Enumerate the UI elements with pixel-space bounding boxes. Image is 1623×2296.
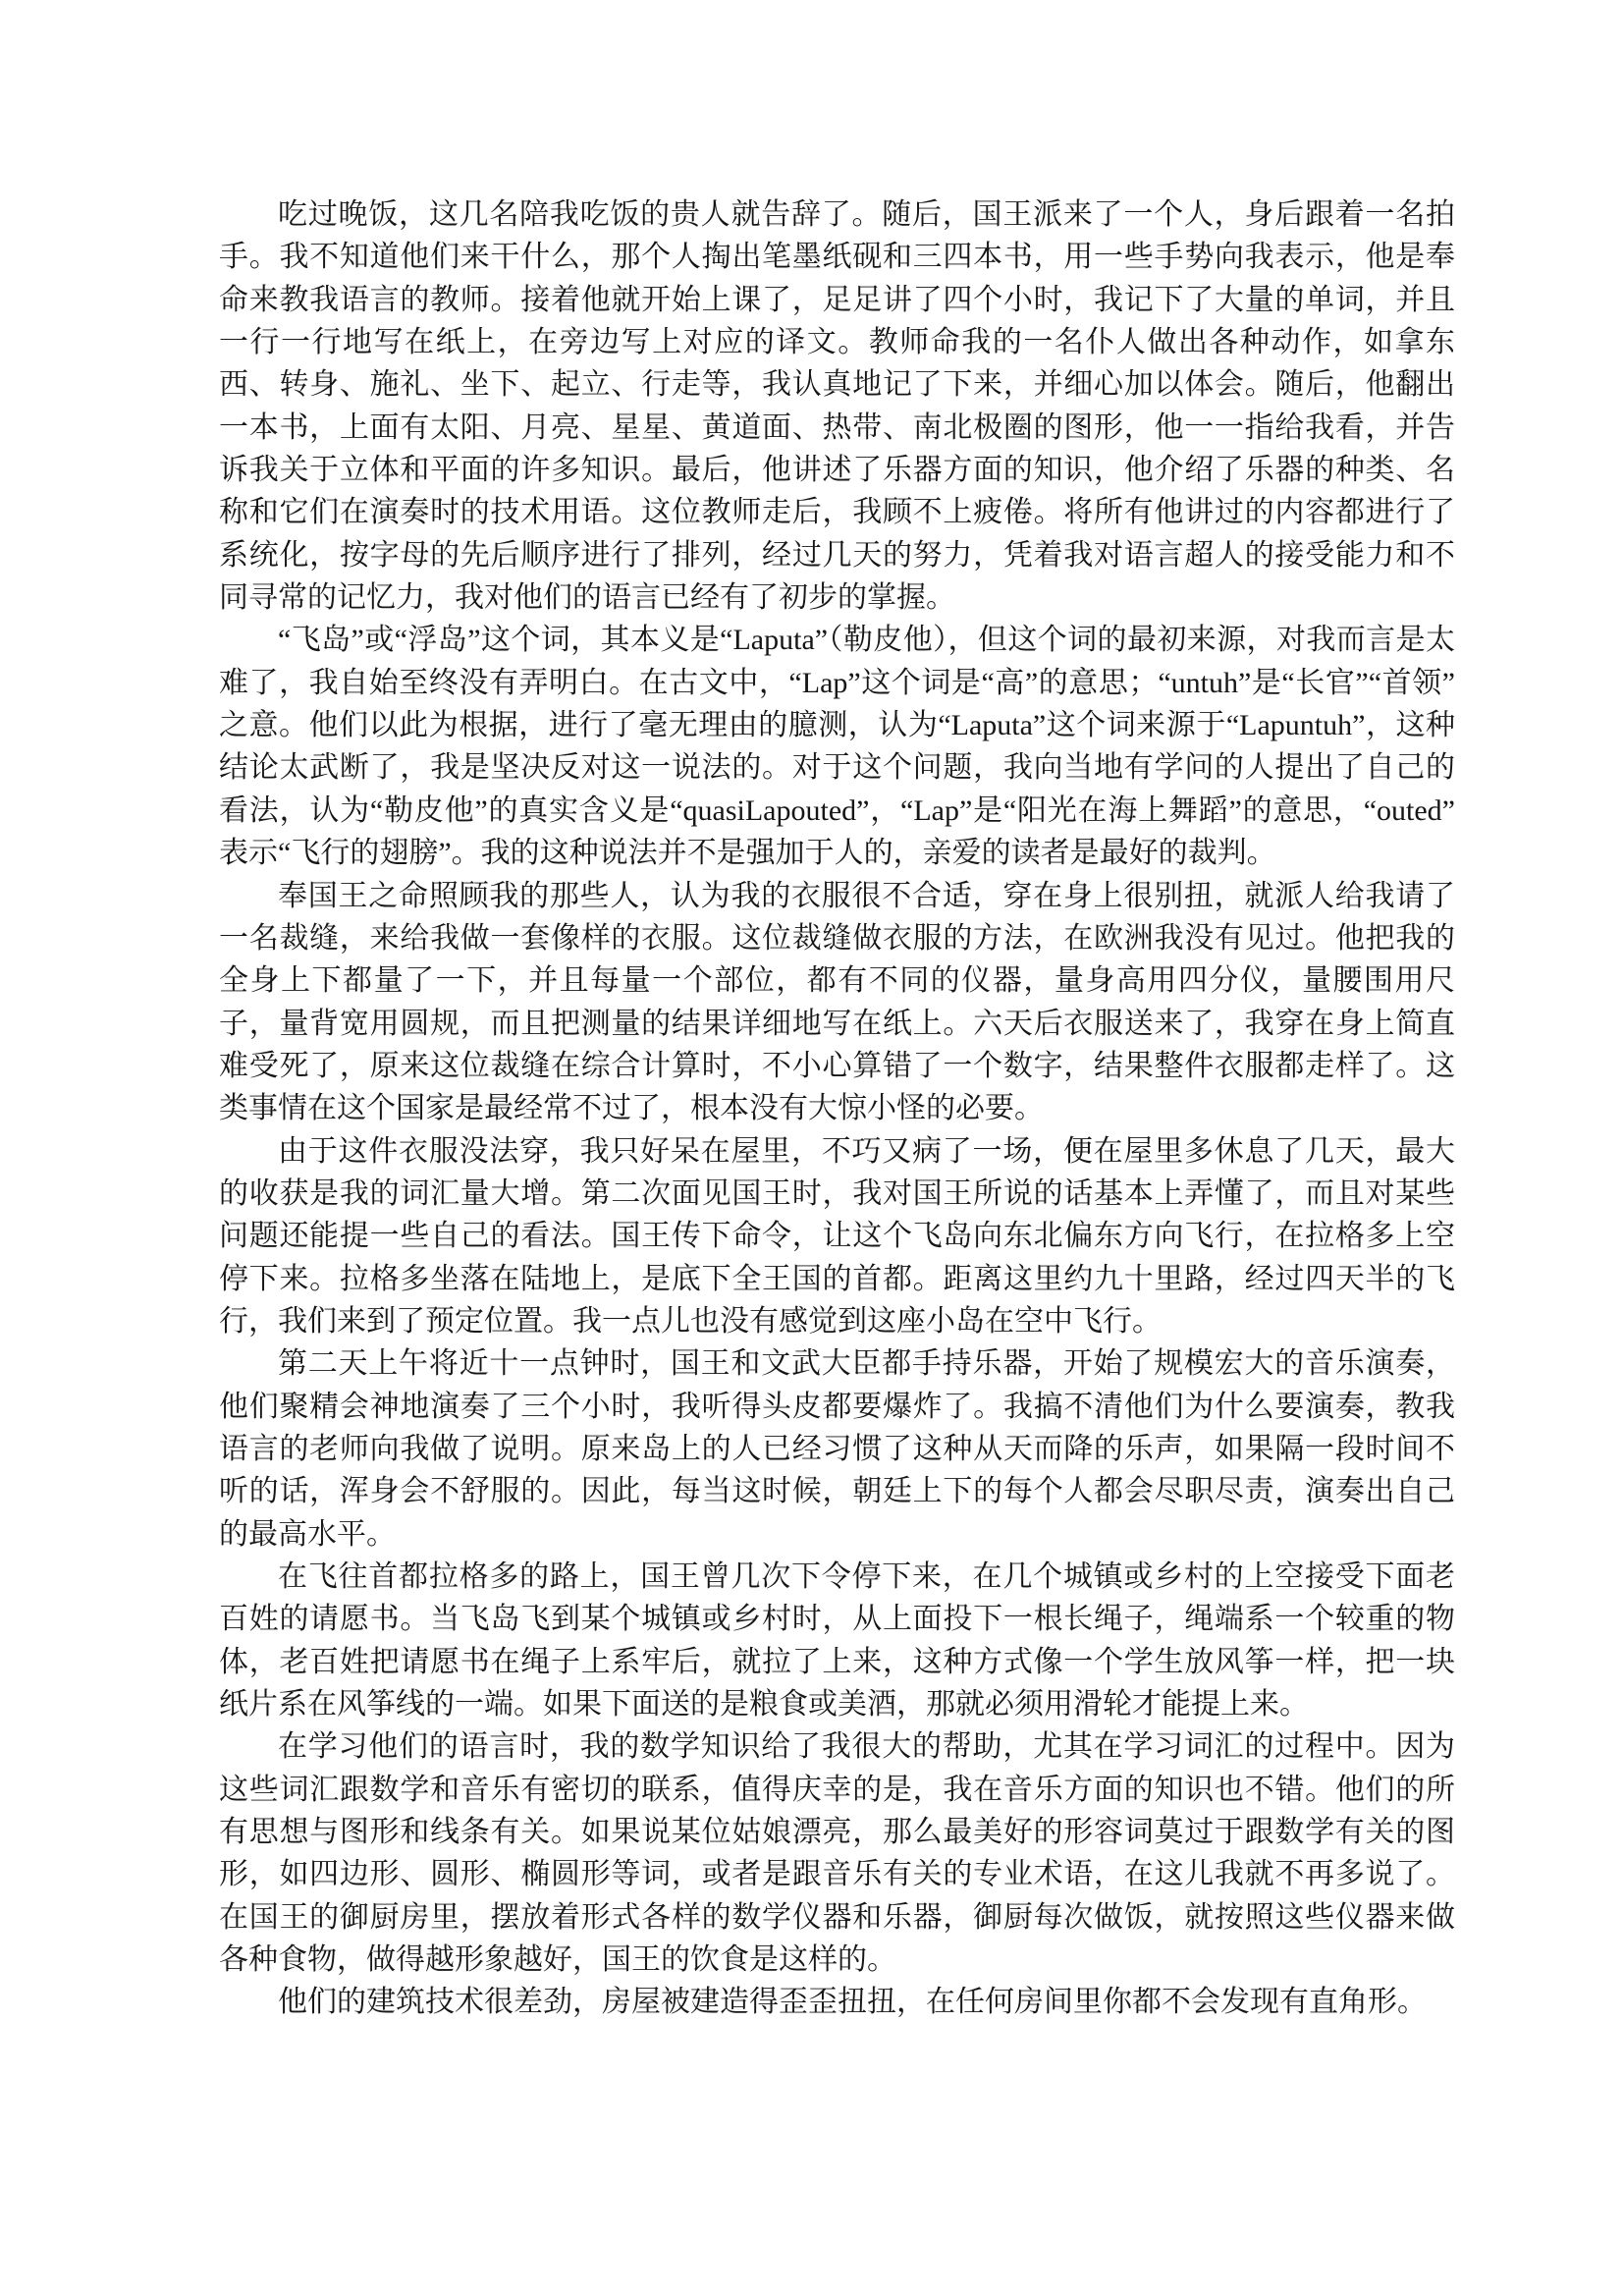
paragraph: “飞岛”或“浮岛”这个词，其本义是“Laputa”（勒皮他），但这个词的最初来源，对我而言是太难了，我自始至终没有弄明白。在古文中，“Lap”这个词是“高”的意思；“untuh”是“长官”“首领”之意。他们以此为根据，进行了毫无理由的臆测，认为“Laputa”这个词来源于“Lapuntuh”，这种结论太武断了，我是坚决反对这一说法的。对于这个问题，我向当地有学问的人提出了自己的看法，认为“勒皮他”的真实含义是“quasiLapouted”，“Lap”是“阳光在海上舞蹈”的意思，“outed”表示“飞行的翅膀”。我的这种说法并不是强加于人的，亲爱的读者是最好的裁判。	[219, 624, 1455, 870]
paragraph: 奉国王之命照顾我的那些人，认为我的衣服很不合适，穿在身上很别扭，就派人给我请了一名裁缝，来给我做一套像样的衣服。这位裁缝做衣服的方法，在欧洲我没有见过。他把我的全身上下都量了一下，并且每量一个部位，都有不同的仪器，量身高用四分仪，量腰围用尺子，量背宽用圆规，而且把测量的结果详细地写在纸上。六天后衣服送来了，我穿在身上简直难受死了，原来这位裁缝在综合计算时，不小心算错了一个数字，结果整件衣服都走样了。这类事情在这个国家是最经常不过了，根本没有大惊小怪的必要。	[219, 879, 1455, 1125]
paragraph: 他们的建筑技术很差劲，房屋被建造得歪歪扭扭，在任何房间里你都不会发现有直角形。	[278, 1986, 1427, 2019]
paragraph: 由于这件衣服没法穿，我只好呆在屋里，不巧又病了一场，便在屋里多休息了几天，最大的收获是我的词汇量大增。第二次面见国王时，我对国王所说的话基本上弄懂了，而且对某些问题还能提一些自己的看法。国王传下命令，让这个飞岛向东北偏东方向飞行，在拉格多上空停下来。拉格多坐落在陆地上，是底下全王国的首都。距离这里约九十里路，经过四天半的飞行，我们来到了预定位置。我一点儿也没有感觉到这座小岛在空中飞行。	[219, 1134, 1455, 1338]
paragraph: 第二天上午将近十一点钟时，国王和文武大臣都手持乐器，开始了规模宏大的音乐演奏，他们聚精会神地演奏了三个小时，我听得头皮都要爆炸了。我搞不清他们为什么要演奏，教我语言的老师向我做了说明。原来岛上的人已经习惯了这种从天而降的乐声，如果隔一段时间不听的话，浑身会不舒服的。因此，每当这时候，朝廷上下的每个人都会尽职尽责，演奏出自己的最高水平。	[219, 1347, 1455, 1551]
paragraph: 在学习他们的语言时，我的数学知识给了我很大的帮助，尤其在学习词汇的过程中。因为这些词汇跟数学和音乐有密切的联系，值得庆幸的是，我在音乐方面的知识也不错。他们的所有思想与图形和线条有关。如果说某位姑娘漂亮，那么最美好的形容词莫过于跟数学有关的图形，如四边形、圆形、椭圆形等词，或者是跟音乐有关的专业术语，在这儿我就不再多说了。在国王的御厨房里，摆放着形式各样的数学仪器和乐器，御厨每次做饭，就按照这些仪器来做各种食物，做得越形象越好，国王的饮食是这样的。	[219, 1730, 1455, 1977]
paragraph: 吃过晚饭，这几名陪我吃饭的贵人就告辞了。随后，国王派来了一个人，身后跟着一名拍手。我不知道他们来干什么，那个人掏出笔墨纸砚和三四本书，用一些手势向我表示，他是奉命来教我语言的教师。接着他就开始上课了，足足讲了四个小时，我记下了大量的单词，并且一行一行地写在纸上，在旁边写上对应的译文。教师命我的一名仆人做出各种动作，如拿东西、转身、施礼、坐下、起立、行走等，我认真地记了下来，并细心加以体会。随后，他翻出一本书，上面有太阳、月亮、星星、黄道面、热带、南北极圈的图形，他一一指给我看，并告诉我关于立体和平面的许多知识。最后，他讲述了乐器方面的知识，他介绍了乐器的种类、名称和它们在演奏时的技术用语。这位教师走后，我顾不上疲倦。将所有他讲过的内容都进行了系统化，按字母的先后顺序进行了排列，经过几天的努力，凭着我对语言超人的接受能力和不同寻常的记忆力，我对他们的语言已经有了初步的掌握。	[219, 198, 1455, 615]
paragraph: 在飞往首都拉格多的路上，国王曾几次下令停下来，在几个城镇或乡村的上空接受下面老百姓的请愿书。当飞岛飞到某个城镇或乡村时，从上面投下一根长绳子，绳端系一个较重的物体，老百姓把请愿书在绳子上系牢后，就拉了上来，这种方式像一个学生放风筝一样，把一块纸片系在风筝线的一端。如果下面送的是粮食或美酒，那就必须用滑轮才能提上来。	[219, 1560, 1455, 1722]
document-text-block	[219, 193, 1455, 2024]
